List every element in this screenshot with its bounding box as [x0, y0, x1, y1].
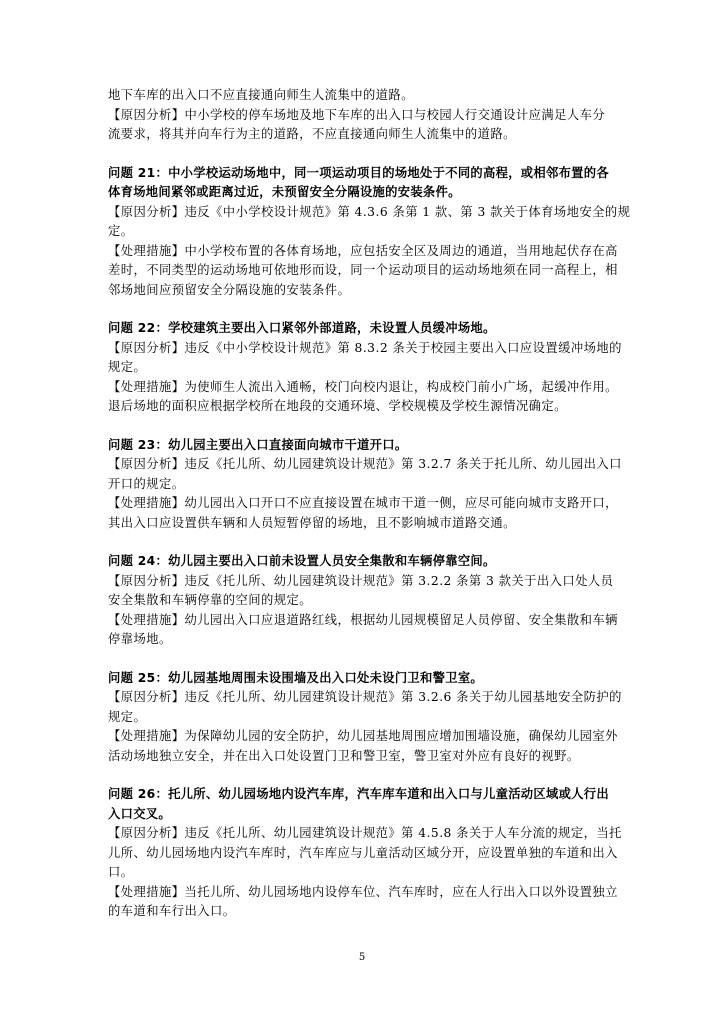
text-line: 安全集散和车辆停靠的空间的规定。 — [108, 593, 312, 607]
text-line: 【原因分析】中小学校的停车场地及地下车库的出入口与校园人行交通设计应满足人车分 — [108, 107, 606, 122]
text-line: 【处理措施】幼儿园出入口应退道路红线，根据幼儿园规模留足人员停留、安全集散和车辆 — [108, 612, 618, 627]
text-line: 【原因分析】违反《中小学校设计规范》第 4.3.6 条第 1 款、第 3 款关于体育场地安全的规 — [108, 204, 631, 219]
text-line: 活动场地独立安全，并在出入口处设置门卫和警卫室，警卫室对外应有良好的视野。 — [108, 748, 580, 763]
text-line: 儿所、幼儿园场地内设汽车库时，汽车库应与儿童活动区域分开，应设置单独的车道和出入 — [108, 845, 618, 860]
text-line: 【处理措施】当托儿所、幼儿园场地内设停车位、汽车库时，应在人行出入口以外设置独立 — [108, 884, 618, 899]
text-line: 【原因分析】违反《托儿所、幼儿园建筑设计规范》第 3.2.2 条第 3 款关于出入口处人员 — [108, 573, 614, 588]
text-line: 规定。 — [108, 360, 147, 374]
issue-heading: 问题 22：学校建筑主要出入口紧邻外部道路，未设置人员缓冲场地。 — [108, 321, 496, 335]
text-line: 退后场地的面积应根据学校所在地段的交通环境、学校规模及学校生源情况确定。 — [108, 399, 567, 413]
document-body — [108, 86, 631, 922]
issue-heading: 体育场地间紧邻或距离过近，未预留安全分隔设施的安装条件。 — [108, 185, 461, 199]
text-line: 邻场地间应预留安全分隔设施的安装条件。 — [108, 282, 351, 297]
text-line: 【处理措施】幼儿园出入口开口不应直接设置在城市干道一侧，应尽可能向城市支路开口， — [108, 496, 618, 510]
issue-heading: 问题 24：幼儿园主要出入口前未设置人员安全集散和车辆停靠空间。 — [108, 554, 496, 568]
text-line: 地下车库的出入口不应直接通向师生人流集中的道路。 — [108, 88, 414, 102]
issue-heading: 入口交叉。 — [108, 806, 171, 821]
text-line: 的车道和车行出入口。 — [108, 904, 236, 918]
text-line: 【处理措施】为保障幼儿园的安全防护，幼儿园基地周围应增加围墙设施，确保幼儿园室外 — [108, 729, 618, 743]
paragraph-gap — [108, 417, 620, 436]
text-line: 定。 — [108, 224, 134, 238]
text-line: 【原因分析】违反《托儿所、幼儿园建筑设计规范》第 3.2.7 条关于托儿所、幼儿园出入口 — [108, 457, 622, 471]
issue-heading: 问题 21：中小学校运动场地中，同一项运动项目的场地处于不同的高程，或相邻布置的各 — [108, 165, 609, 180]
text-line: 【原因分析】违反《托儿所、幼儿园建筑设计规范》第 4.5.8 条关于人车分流的规定，当托 — [108, 826, 622, 840]
issue-heading: 问题 26：托儿所、幼儿园场地内设汽车库，汽车库车道和出入口与儿童活动区域或人行出 — [108, 787, 609, 801]
text-line: 【处理措施】中小学校布置的各体育场地，应包括安全区及周边的通道，当用地起伏存在高 — [108, 243, 618, 258]
text-line: 其出入口应设置供车辆和人员短暂停留的场地，且不影响城市道路交通。 — [108, 515, 516, 530]
text-line: 差时，不同类型的运动场地可依地形而设，同一个运动项目的运动场地须在同一高程上，相 — [108, 263, 618, 277]
paragraph-gap — [108, 145, 620, 164]
text-line: 【原因分析】违反《中小学校设计规范》第 8.3.2 条关于校园主要出入口应设置缓冲场地的 — [108, 340, 622, 355]
paragraph-gap — [108, 300, 620, 319]
text-line: 【原因分析】违反《托儿所、幼儿园建筑设计规范》第 3.2.6 条关于幼儿园基地安全防护的 — [108, 690, 622, 704]
paragraph-gap — [108, 650, 620, 669]
page-number: 5 — [358, 952, 366, 963]
issue-heading: 问题 23：幼儿园主要出入口直接面向城市干道开口。 — [108, 437, 408, 452]
text-line: 流要求，将其并向车行为主的道路，不应直接通向师生人流集中的道路。 — [108, 127, 516, 141]
text-line: 【处理措施】为使师生人流出入通畅，校门向校内退让，构成校门前小广场，起缓冲作用。 — [108, 379, 618, 394]
paragraph-gap — [108, 766, 620, 785]
issue-heading: 问题 25：幼儿园基地周围未设围墙及出入口处未设门卫和警卫室。 — [108, 670, 484, 685]
text-line: 口。 — [108, 865, 134, 879]
paragraph-gap — [108, 533, 620, 552]
text-line: 停靠场地。 — [108, 632, 172, 646]
text-line: 开口的规定。 — [108, 476, 185, 491]
text-line: 规定。 — [108, 709, 147, 724]
